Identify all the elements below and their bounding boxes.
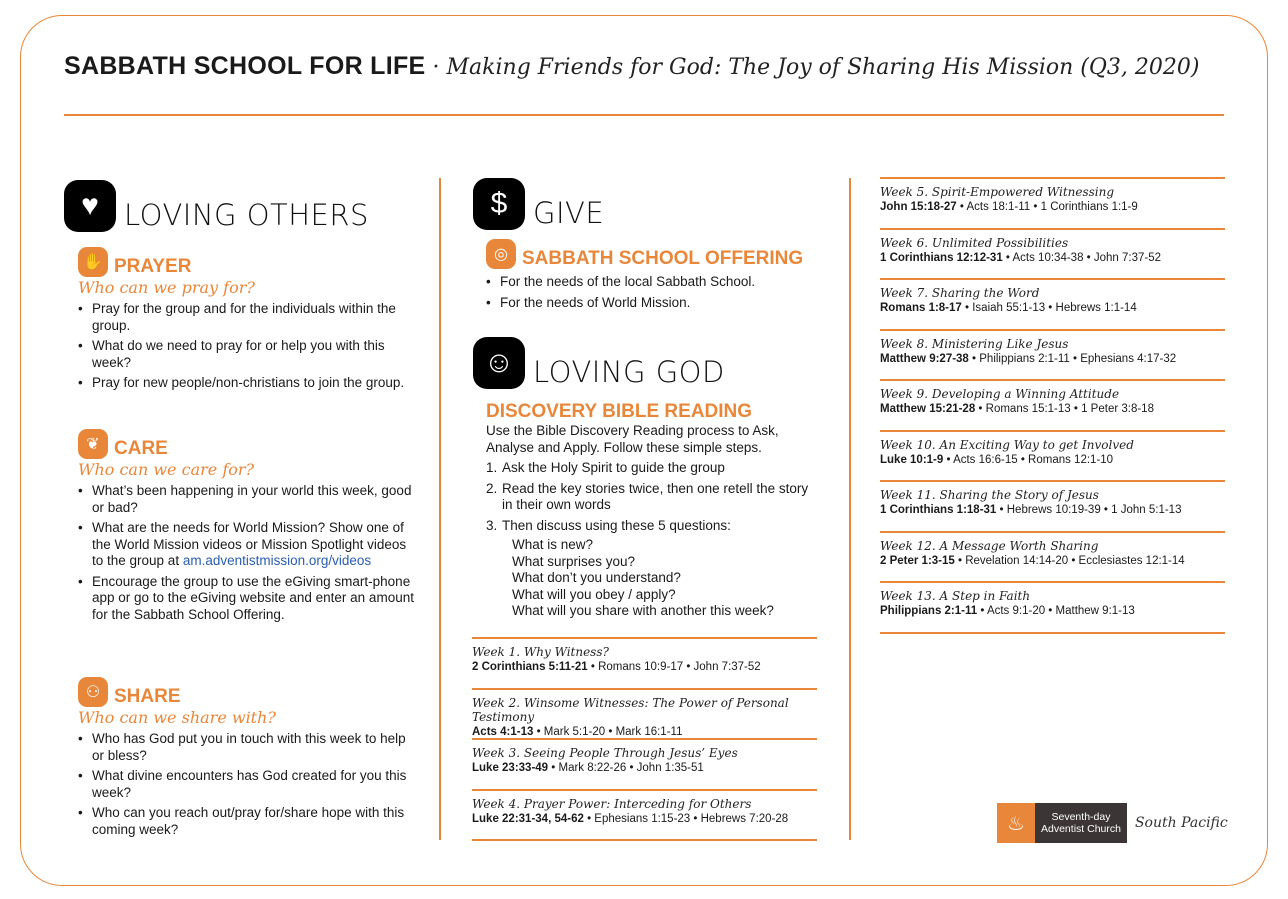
subsection-question: Who can we care for?: [78, 460, 255, 479]
caring-hands-icon: ❦: [78, 429, 108, 459]
step-number: 3.: [486, 517, 498, 533]
week-readings: [880, 504, 1225, 516]
section-title: GIVE: [533, 196, 605, 230]
list-item: • What do we need to pray for or help you with this week?: [78, 338, 418, 371]
header-divider: [64, 114, 1224, 116]
week-title: Week 1. Why Witness?: [472, 645, 609, 659]
other-readings: • Mark 5:1-20 • Mark 16:1-11: [533, 725, 683, 738]
mission-videos-link[interactable]: am.adventistmission.org/videos: [182, 553, 372, 568]
week-title: Week 2. Winsome Witnesses: The Power of Personal Testimony: [472, 695, 789, 724]
list-item: • What’s been happening in your world this week, good or bad?: [78, 483, 418, 516]
region-name: South Pacific: [1134, 815, 1228, 831]
week-item: [472, 789, 817, 840]
step-text: Then discuss using these 5 questions:: [502, 517, 731, 533]
week-readings: [880, 555, 1225, 567]
week-item: [880, 430, 1225, 481]
week-item: [880, 581, 1225, 632]
main-reading: Philippians 2:1-11: [880, 605, 978, 617]
main-reading: 2 Corinthians 5:11-21: [472, 661, 588, 673]
week-item: [472, 738, 817, 789]
weeks-list-1: [472, 637, 817, 841]
week-item: [880, 480, 1225, 531]
week-readings: [472, 762, 817, 774]
step-item: [486, 518, 816, 535]
dbr-section: [486, 401, 816, 620]
column-divider: [849, 178, 851, 840]
offering-icon: ◎: [486, 239, 516, 269]
week-readings: [880, 403, 1225, 415]
list-item: • Who has God put you in touch with this week to help or bless?: [78, 731, 418, 764]
main-reading: 1 Corinthians 12:12-31: [880, 251, 1003, 264]
care-section: [78, 428, 418, 627]
week-title: Week 13. A Step in Faith: [880, 589, 1031, 603]
week-item: [880, 329, 1225, 380]
column-divider: [439, 178, 441, 840]
dbr-intro: Use the Bible Discovery Reading process to Ask, Analyse and Apply. Follow these simple steps.: [486, 423, 779, 455]
question: What surprises you?: [512, 553, 636, 569]
other-readings: • Mark 8:22-26 • John 1:35-51: [548, 762, 704, 774]
step-text: Read the key stories twice, then one retell the story in their own words: [502, 480, 809, 512]
subsection-question: Who can we pray for?: [78, 278, 255, 297]
logo-text: [1035, 803, 1127, 843]
question: What will you share with another this week?: [512, 603, 774, 618]
subsection-title: PRAYER: [114, 256, 192, 277]
divider: [472, 839, 817, 841]
section-title: LOVING GOD: [533, 355, 725, 389]
step-text: Ask the Holy Spirit to guide the group: [502, 460, 725, 475]
loving-others-heading: [64, 180, 369, 232]
week-title: Week 11. Sharing the Story of Jesus: [880, 488, 1099, 502]
divider: [880, 632, 1225, 634]
subsection-question: Who can we share with?: [78, 708, 276, 727]
week-readings: [472, 661, 817, 673]
list-item: • What divine encounters has God created for you this week?: [78, 768, 418, 801]
week-item: [880, 228, 1225, 279]
other-readings: • Isaiah 55:1-13 • Hebrews 1:1-14: [961, 302, 1137, 314]
week-title: Week 5. Spirit-Empowered Witnessing: [880, 185, 1115, 199]
week-title: Week 10. An Exciting Way to get Involved: [880, 437, 1134, 452]
step-item: [486, 481, 816, 514]
other-readings: • Romans 10:9-17 • John 7:37-52: [587, 661, 761, 673]
subsection-title: DISCOVERY BIBLE READING: [486, 401, 753, 422]
list-item-text: What are the needs for World Mission? Show one of the World Mission videos or Mission Spotlight videos to the group at: [92, 520, 407, 568]
main-reading: Matthew 15:21-28: [880, 403, 976, 415]
step-item: [486, 460, 816, 477]
main-reading: John 15:18-27: [880, 201, 957, 213]
logo-line: Seventh-day: [1051, 811, 1111, 823]
week-readings: [880, 353, 1225, 365]
header-title: SABBATH SCHOOL FOR LIFE: [64, 52, 426, 80]
prayer-section: [78, 246, 418, 396]
subsection-title: SABBATH SCHOOL OFFERING: [522, 248, 804, 269]
week-title: Week 3. Seeing People Through Jesus’ Eyes: [472, 746, 738, 760]
subsection-title: CARE: [114, 438, 168, 459]
other-readings: • Ephesians 1:15-23 • Hebrews 7:20-28: [583, 812, 789, 825]
question: What don’t you understand?: [512, 570, 681, 585]
week-title: Week 6. Unlimited Possibilities: [880, 235, 1069, 250]
step-number: 2.: [486, 480, 498, 496]
flame-bible-icon: ♨: [997, 803, 1035, 843]
list-item: • Encourage the group to use the eGiving smart-phone app or go to the eGiving website and enter an amount for the Sabbath School Offering.: [78, 574, 418, 624]
other-readings: • Acts 16:6-15 • Romans 12:1-10: [943, 453, 1114, 466]
loving-god-heading: [473, 337, 725, 389]
week-item: [880, 531, 1225, 582]
week-item: [472, 688, 817, 739]
subsection-title: SHARE: [114, 686, 181, 707]
week-title: Week 8. Ministering Like Jesus: [880, 336, 1069, 351]
week-item: [880, 278, 1225, 329]
main-reading: 2 Peter 1:3-15: [880, 554, 955, 567]
other-readings: • Acts 10:34-38 • John 7:37-52: [1002, 251, 1162, 264]
main-reading: Luke 23:33-49: [472, 762, 549, 774]
week-readings: [880, 454, 1225, 466]
sda-logo: [997, 803, 1228, 843]
main-reading: Luke 22:31-34, 54-62: [472, 812, 584, 825]
week-readings: [880, 201, 1225, 213]
section-title: LOVING OTHERS: [124, 198, 369, 232]
week-readings: [880, 605, 1225, 617]
list-item: • Pray for new people/non-christians to join the group.: [78, 375, 418, 392]
main-reading: Matthew 9:27-38: [880, 352, 969, 365]
list-item: [78, 520, 418, 570]
week-readings: [472, 726, 817, 738]
give-heading: [473, 178, 604, 230]
main-reading: Romans 1:8-17: [880, 302, 962, 314]
money-plant-icon: $: [473, 178, 525, 230]
main-reading: 1 Corinthians 1:18-31: [880, 504, 997, 516]
other-readings: • Romans 15:1-13 • 1 Peter 3:8-18: [975, 403, 1154, 415]
other-readings: • Acts 9:1-20 • Matthew 9:1-13: [977, 605, 1135, 617]
people-icon: ⚇: [78, 677, 108, 707]
week-title: Week 4. Prayer Power: Interceding for Others: [472, 796, 752, 811]
question: What will you obey / apply?: [512, 586, 676, 602]
logo-line: Adventist Church: [1041, 823, 1121, 835]
week-item: [880, 177, 1225, 228]
other-readings: • Hebrews 10:19-39 • 1 John 5:1-13: [996, 504, 1182, 516]
main-reading: Acts 4:1-13: [472, 725, 534, 738]
other-readings: • Revelation 14:14-20 • Ecclesiastes 12:1-14: [954, 554, 1185, 567]
week-item: [472, 637, 817, 688]
header: [64, 52, 1199, 81]
heart-icon: ♥: [64, 180, 116, 232]
week-title: Week 12. A Message Worth Sharing: [880, 538, 1099, 553]
week-readings: [880, 252, 1225, 264]
step-number: 1.: [486, 460, 498, 475]
weeks-list-2: [880, 177, 1225, 634]
prayer-hands-icon: ✋: [78, 247, 108, 277]
week-title: Week 9. Developing a Winning Attitude: [880, 387, 1120, 401]
list-item: • For the needs of World Mission.: [486, 295, 826, 312]
share-section: [78, 676, 418, 842]
week-readings: [472, 813, 817, 825]
list-item: • Pray for the group and for the individuals within the group.: [78, 301, 418, 334]
question: What is new?: [512, 537, 594, 552]
header-subtitle: · Making Friends for God: The Joy of Sharing His Mission (Q3, 2020): [425, 55, 1200, 80]
week-title: Week 7. Sharing the Word: [880, 286, 1040, 300]
week-readings: [880, 302, 1225, 314]
list-item: • Who can you reach out/pray for/share hope with this coming week?: [78, 805, 418, 838]
main-reading: Luke 10:1-9: [880, 453, 944, 466]
head-icon: ☺: [473, 337, 525, 389]
other-readings: • Acts 18:1-11 • 1 Corinthians 1:1-9: [956, 201, 1138, 213]
week-item: [880, 379, 1225, 430]
other-readings: • Philippians 2:1-11 • Ephesians 4:17-32: [968, 352, 1177, 365]
offering-section: [486, 238, 826, 315]
list-item: • For the needs of the local Sabbath School.: [486, 274, 826, 291]
